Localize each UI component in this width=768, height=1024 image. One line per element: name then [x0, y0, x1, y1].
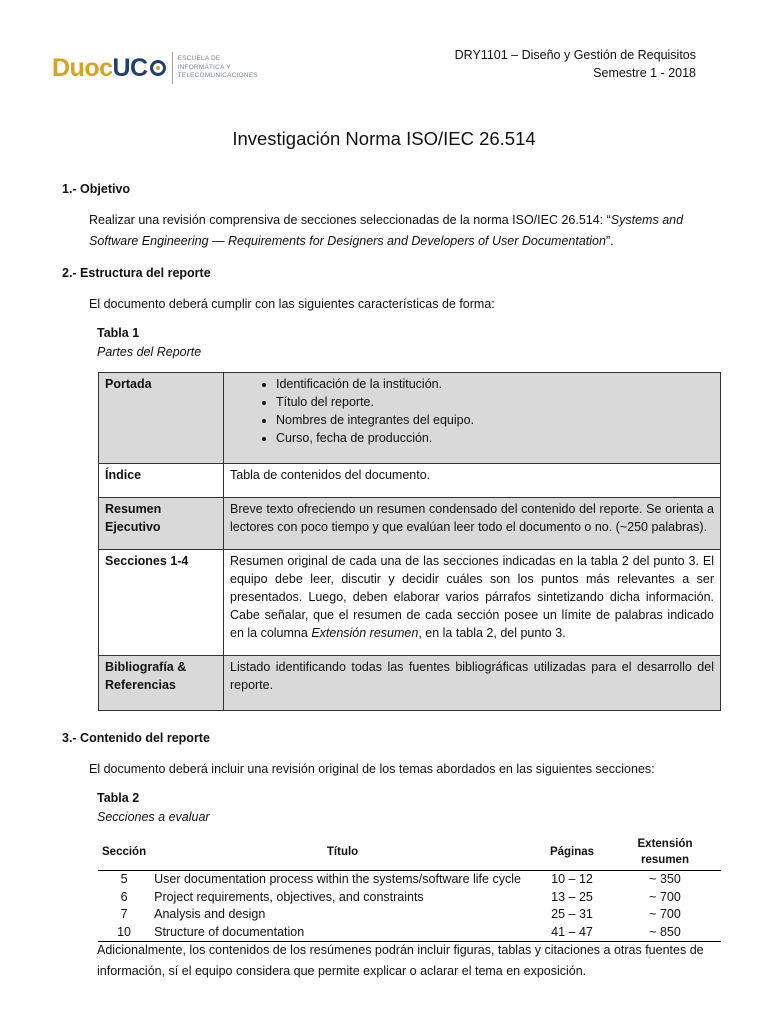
row-value	[224, 373, 721, 464]
row-value: Resumen original de cada una de las secciones indicadas en la tabla 2 del punto 3. El equipo debe leer, discutir y decidir cuáles son los puntos más relevantes a ser presentados. Luego, deben elaborar varios párrafos sintetizando dicha información. Cabe señalar, que el resumen de cada sección posee un límite de palabras indicado en la columna Extensión resumen, en la tabla 2, del punto 3.	[224, 550, 721, 656]
column-header: Extensión resumen	[609, 836, 721, 871]
cell-paginas: 13 – 25	[551, 889, 593, 904]
column-header: Páginas	[535, 836, 609, 871]
cover-bullet-list	[230, 375, 714, 447]
table-row	[99, 464, 721, 498]
cell-seccion: 7	[120, 907, 128, 921]
section-2-intro: El documento deberá cumplir con las siguientes características de forma:	[89, 297, 495, 311]
cell-extension: ~ 700	[649, 907, 681, 921]
row-value: Tabla de contenidos del documento.	[224, 464, 721, 498]
semester: Semestre 1 - 2018	[593, 66, 696, 80]
table-row	[98, 924, 721, 942]
section-3-heading: 3.- Contenido del reporte	[62, 731, 210, 745]
cell-extension: ~ 850	[609, 924, 721, 942]
section-2-heading: 2.- Estructura del reporte	[62, 266, 211, 280]
section-1-text: Realizar una revisión comprensiva de secciones seleccionadas de la norma ISO/IEC 26.514: “Systems and Software Engineering — Requirements for Designers and Developers of User Documentation”.	[89, 213, 684, 248]
list-item: • Curso, fecha de producción.	[276, 429, 714, 447]
cell-paginas: 10 – 12	[551, 872, 593, 886]
row-key: Índice	[99, 464, 224, 498]
column-header: Título	[150, 836, 535, 871]
table-row	[99, 656, 721, 711]
sections-table	[98, 836, 721, 942]
row-key: Secciones 1-4	[99, 550, 224, 656]
row-key: Bibliografía & Referencias	[99, 656, 224, 711]
table-1-label: Tabla 1 Partes del Reporte	[97, 326, 202, 359]
course-name: DRY1101 – Diseño y Gestión de Requisitos	[454, 48, 696, 62]
course-info	[455, 46, 696, 82]
report-parts-table	[98, 372, 721, 711]
table-row	[98, 906, 721, 924]
table-row	[99, 550, 721, 656]
logo-wordmark: DuocUC	[52, 53, 148, 82]
list-item: • Título del reporte.	[276, 393, 714, 411]
cell-paginas: 41 – 47	[535, 924, 609, 942]
row-value: Listado identificando todas las fuentes bibliográficas utilizadas para el desarrollo del reporte.	[224, 656, 721, 711]
cell-paginas: 25 – 31	[551, 907, 593, 921]
cell-titulo: Structure of documentation	[150, 924, 535, 942]
document-title: Investigación Norma ISO/IEC 26.514	[232, 128, 536, 149]
table-2-label: Tabla 2 Secciones a evaluar	[97, 791, 210, 824]
list-item: • Nombres de integrantes del equipo.	[276, 411, 714, 429]
cell-extension: ~ 700	[649, 889, 681, 904]
column-header: Sección	[98, 836, 150, 871]
row-key: Portada	[99, 373, 224, 464]
table-row	[98, 889, 721, 907]
list-item: • Identificación de la institución.	[276, 375, 714, 393]
closing-paragraph: Adicionalmente, los contenidos de los resúmenes podrán incluir figuras, tablas y citaciones a otras fuentes de información, sí el equipo considera que permite explicar o aclarar el tema en exposición.	[97, 943, 704, 978]
cell-seccion: 5	[120, 872, 128, 886]
cell-seccion: 10	[98, 924, 150, 942]
table-row	[98, 871, 721, 889]
cell-titulo: Analysis and design	[154, 907, 266, 921]
table-row	[99, 373, 721, 464]
cell-titulo: User documentation process within the systems/software life cycle	[154, 872, 521, 886]
row-key: Resumen Ejecutivo	[99, 498, 224, 550]
section-3-intro: El documento deberá incluir una revisión original de los temas abordados en las siguientes secciones:	[89, 762, 655, 776]
cell-seccion: 6	[120, 889, 128, 904]
logo-school-name: ESCUELA DE INFORMÁTICA Y TELECOMUNICACIONES	[177, 55, 258, 80]
section-1-heading: 1.- Objetivo	[62, 182, 131, 196]
duoc-uc-logo	[52, 48, 258, 88]
table-row	[99, 498, 721, 550]
logo-ring-icon	[150, 60, 166, 76]
cell-titulo: Project requirements, objectives, and constraints	[154, 889, 424, 904]
row-value: Breve texto ofreciendo un resumen condensado del contenido del reporte. Se orienta a lectores con poco tiempo y que evalúan leer todo el documento o no. (~250 palabras).	[224, 498, 721, 550]
cell-extension: ~ 350	[649, 872, 681, 886]
table-header-row	[98, 836, 721, 871]
logo-divider	[172, 52, 173, 84]
